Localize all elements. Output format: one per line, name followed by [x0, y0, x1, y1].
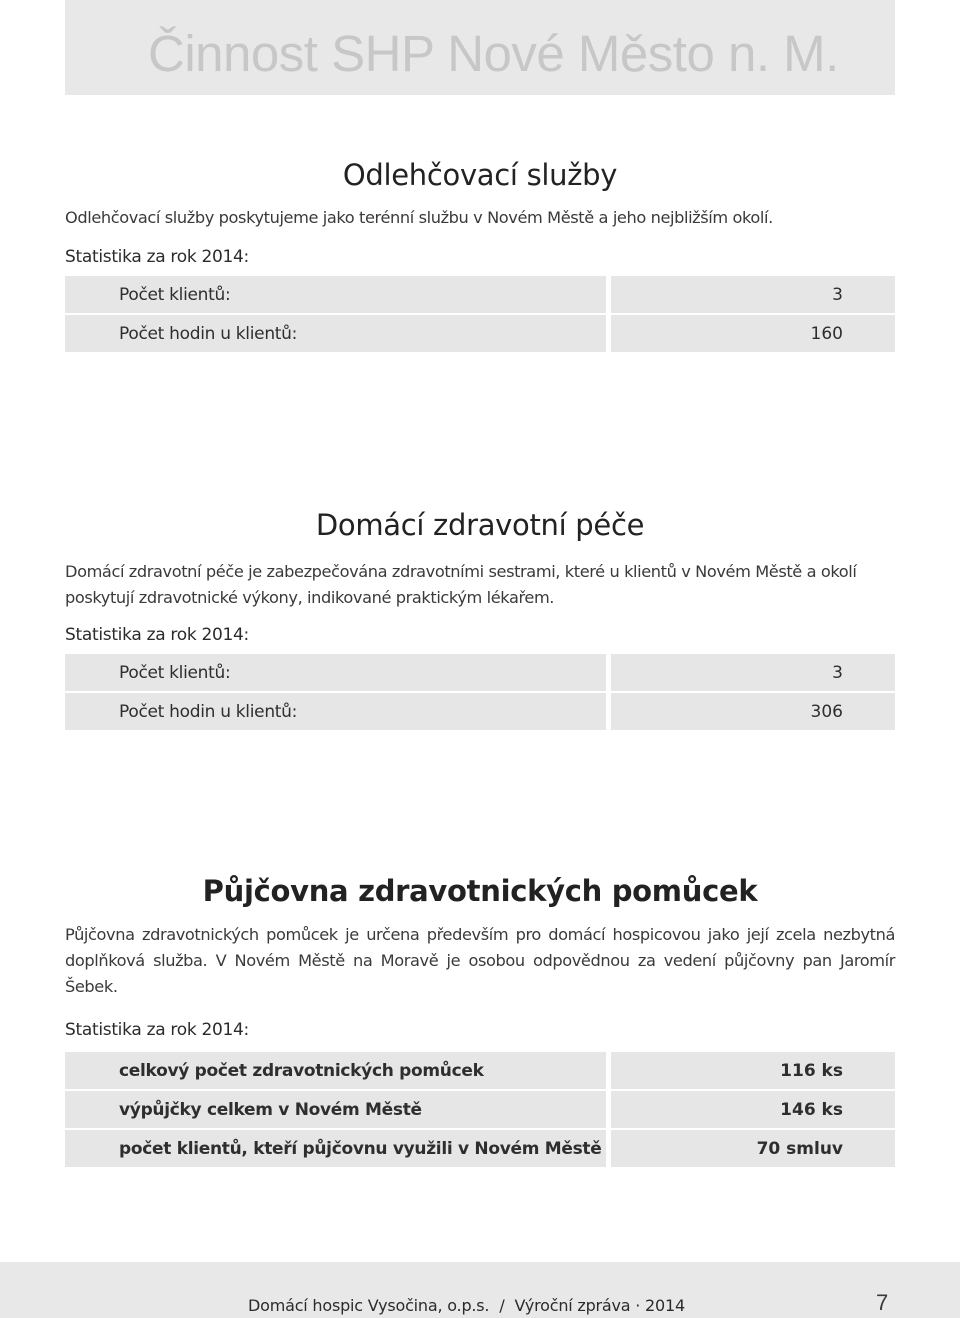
section-description: Půjčovna zdravotnických pomůcek je určena především pro domácí hospicovou jako její zcela nezbytná doplňková služba. V Novém Městě na Moravě je osobou odpovědnou za vedení půjčovny pan Jaromír Šebek. [65, 925, 895, 996]
section-description: Domácí zdravotní péče je zabezpečována zdravotními sestrami, které u klientů v Novém Městě a okolí poskytují zdravotnické výkony, indikované praktickým lékařem. [65, 562, 857, 607]
section-rental [65, 874, 895, 1159]
row-value: 3 [611, 654, 895, 691]
section-heading: Půjčovna zdravotnických pomůcek [202, 874, 758, 908]
row-label: Počet klientů: [65, 276, 606, 313]
stats-label: Statistika za rok 2014: [65, 247, 249, 267]
stats-table [65, 654, 895, 732]
table-row [65, 693, 895, 730]
row-value: 146 ks [611, 1091, 895, 1128]
footer-report: Výroční zpráva · 2014 [514, 1296, 685, 1315]
stats-label: Statistika za rok 2014: [65, 625, 249, 645]
row-label: Počet klientů: [65, 654, 606, 691]
footer-separator: / [499, 1296, 505, 1315]
section-description: Odlehčovací služby poskytujeme jako terénní službu v Novém Městě a jeho nejbližším okolí. [65, 208, 773, 227]
row-value: 306 [611, 693, 895, 730]
row-label: Počet hodin u klientů: [65, 315, 606, 352]
table-row [65, 315, 895, 352]
row-value: 116 ks [611, 1052, 895, 1089]
footer [248, 1296, 685, 1315]
row-value: 3 [611, 276, 895, 313]
row-label: výpůjčky celkem v Novém Městě [65, 1091, 606, 1128]
table-row [65, 1091, 895, 1128]
row-value: 70 smluv [611, 1130, 895, 1167]
row-value: 160 [611, 315, 895, 352]
section-heading: Odlehčovací služby [342, 158, 618, 192]
section-respite [65, 158, 895, 344]
section-heading: Domácí zdravotní péče [315, 508, 645, 542]
footer-organization: Domácí hospic Vysočina, o.p.s. [248, 1296, 490, 1315]
table-row [65, 276, 895, 313]
row-label: celkový počet zdravotnických pomůcek [65, 1052, 606, 1089]
table-row [65, 654, 895, 691]
table-row [65, 1052, 895, 1089]
table-row [65, 1130, 895, 1167]
section-home-care [65, 508, 895, 722]
row-label: Počet hodin u klientů: [65, 693, 606, 730]
stats-label: Statistika za rok 2014: [65, 1020, 249, 1040]
stats-table [65, 276, 895, 354]
page-number: 7 [876, 1290, 889, 1315]
stats-table [65, 1052, 895, 1169]
row-label: počet klientů, kteří půjčovnu využili v Novém Městě [65, 1130, 606, 1167]
page-title: Činnost SHP Nové Město n. M. [148, 25, 839, 82]
